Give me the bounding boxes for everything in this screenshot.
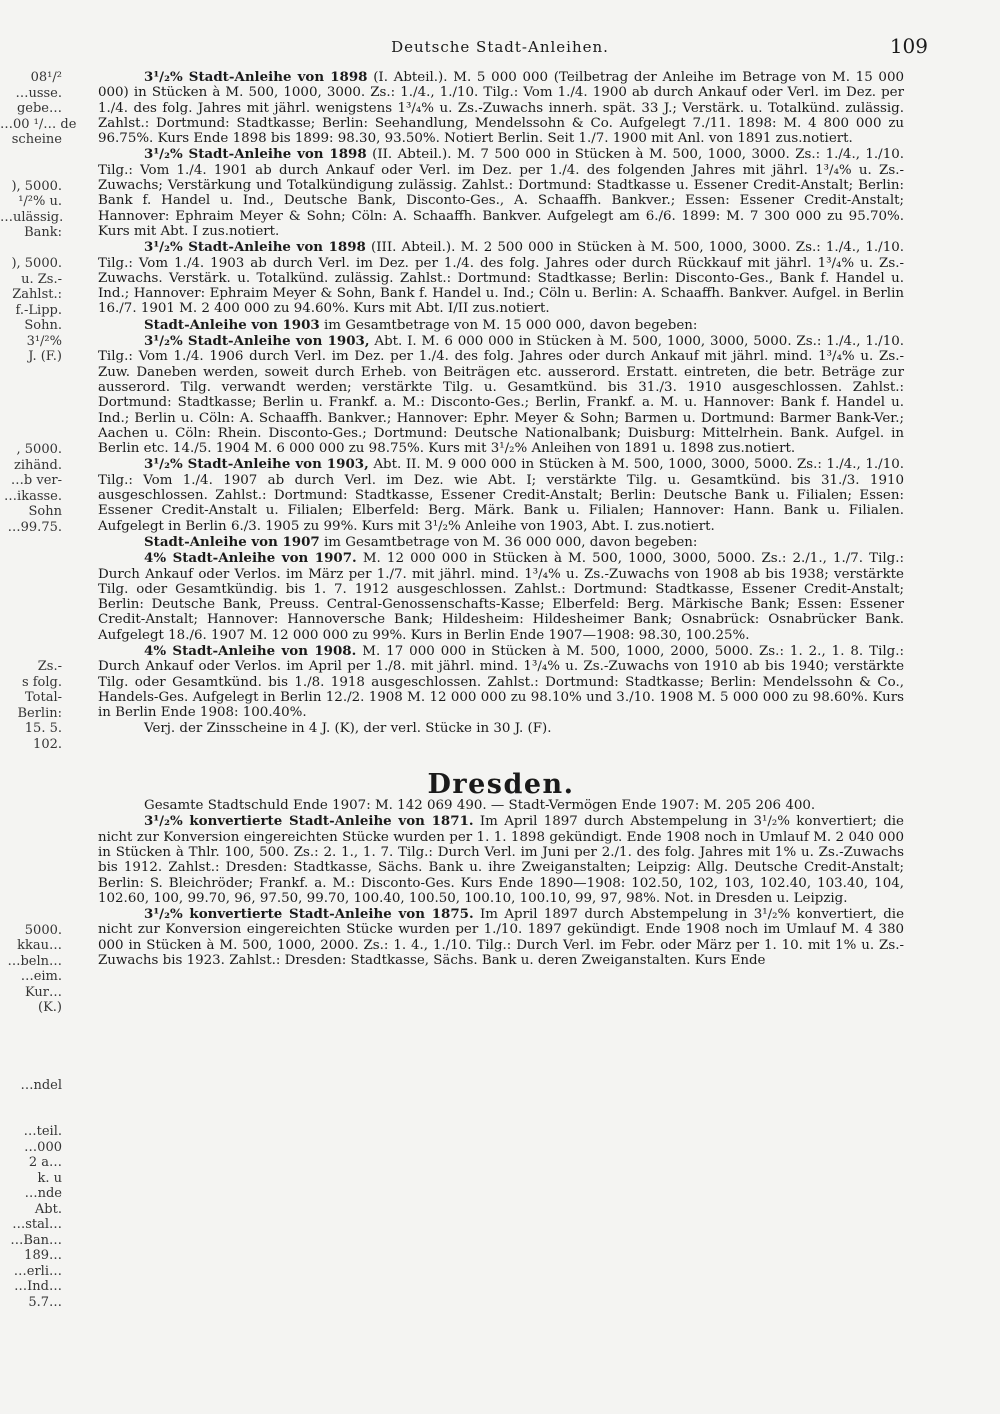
margin-fragment xyxy=(0,1016,62,1032)
margin-fragment: zihänd. xyxy=(14,457,62,473)
margin-fragment xyxy=(0,861,62,877)
margin-fragment: …ulässig. xyxy=(0,209,64,225)
loan-body: M. 12 000 000 in Stücken à M. 500, 1000, 3000, 5000. Zs.: 2./1., 1./7. Tilg.: Durch Ankauf oder Verlos. im März per 1./7. mit jährl. mind. 1³/₄% u. Zs.-Zuwachs von 1908 ab bis 1938; verstärkte Tilg. oder Gesamtkündig. bis 1. 7. 1912 ausgeschlossen. Zahlst.: Dortmund: Stadtkasse, Essener Credit-Anstalt; Berlin: Deutsche Bank, Preuss. Central-Genossenschafts-Kasse; Elberfeld: Berg. Märkische Bank; Essen: Essener Credit-Anstalt; Hannover: Hannoversche Bank; Hildesheim: Hildesheimer Bank; Osnabrück: Osnabrücker Bank. Aufgelegt 18./6. 1907 M. 12 000 000 zu 99%. Kurs in Berlin Ende 1907—1908: 98.30, 100.25%. xyxy=(98,551,904,643)
margin-fragment: , 5000. xyxy=(16,442,62,457)
paragraph xyxy=(98,644,904,720)
margin-fragment: 2 a… xyxy=(28,1155,62,1170)
margin-fragment: …nde xyxy=(24,1186,62,1201)
margin-fragment: …99.75. xyxy=(7,519,62,535)
loan-body: im Gesamtbetrage von M. 36 000 000, davon begeben: xyxy=(319,534,698,550)
margin-fragment xyxy=(0,628,62,644)
paragraph xyxy=(98,70,904,146)
margin-fragment xyxy=(0,551,62,567)
dresden-section xyxy=(98,768,904,969)
margin-fragment: Sohn xyxy=(28,504,62,519)
margin-fragment: 5000. xyxy=(24,922,62,938)
margin-fragment: 189… xyxy=(24,1248,62,1263)
paragraph xyxy=(98,535,904,550)
margin-fragment xyxy=(0,411,62,427)
margin-fragment: s folg. xyxy=(21,674,62,690)
loan-heading: 3¹/₂% Stadt-Anleihe von 1898 xyxy=(144,239,366,256)
paragraph xyxy=(98,551,904,643)
margin-fragment xyxy=(0,830,62,846)
margin-fragment xyxy=(0,752,62,768)
margin-fragment xyxy=(0,799,62,815)
margin-fragment: Kur… xyxy=(24,984,62,1000)
margin-fragment xyxy=(0,396,62,412)
margin-fragment: 15. 5. xyxy=(24,721,62,736)
loan-heading: 4% Stadt-Anleihe von 1908. xyxy=(144,642,357,659)
margin-fragment: ), 5000. xyxy=(11,256,62,271)
margin-fragment: …teil. xyxy=(23,1124,62,1139)
margin-fragment: …eim. xyxy=(20,969,62,984)
margin-fragment xyxy=(0,1062,62,1078)
margin-fragment: …00 ¹/… de xyxy=(0,116,77,132)
margin-fragment: 3¹/²% xyxy=(26,333,62,349)
margin-fragment: (K.) xyxy=(38,1000,62,1015)
loan-body: (III. Abteil.). M. 2 500 000 in Stücken à M. 500, 1000, 3000. Zs.: 1./4., 1./10. Tilg.: Vom 1./4. 1903 ab durch Verl. im Dez. per 1./4. des folg. Jahres oder durch Rückkauf mit jährl. 1³/₄% u. Zs.-Zuwachs. Verstärk. u. Totalkünd. zulässig. Zahlst.: Dortmund: Stadtkasse; Berlin: Disconto-Ges., Bank f. Handel u. Ind.; Hannover: Ephraim Meyer & Sohn, Bank f. Handel u. Ind.; Cöln u. Berlin: A. Schaaffh. Bankver. Aufgel. in Berlin 16./7. 1901 M. 2 400 000 zu 94.60%. Kurs mit Abt. I/II zus.notiert. xyxy=(98,240,904,317)
margin-fragment: k. u xyxy=(37,1170,62,1186)
margin-fragment: …stal… xyxy=(12,1217,62,1232)
left-margin-bleed xyxy=(0,70,77,1390)
margin-fragment xyxy=(0,907,62,923)
margin-fragment: 102. xyxy=(33,736,62,752)
loan-body: Abt. II. M. 9 000 000 in Stücken à M. 500, 1000, 3000, 5000. Zs.: 1./4., 1./10. Tilg.: Vom 1./4. 1907 ab durch Verl. im Dez. wie Abt. I; verstärkte Tilg. u. Gesamtkünd. bis 31./3. 1910 ausgeschlossen. Zahlst.: Dortmund: Stadtkasse, Essener Credit-Anstalt; Berlin: Deutsche Bank u. Filialen; Essen: Essener Credit-Anstalt u. Filialen; Elberfeld: Berg. Märk. Bank u. Filialen; Hannover: Hann. Bank u. Filialen. Aufgelegt in Berlin 6./3. 1905 zu 99%. Kurs mit 3¹/₂% Anleihe von 1903, Abt. I. zus.notiert. xyxy=(98,457,904,534)
margin-fragment: f.-Lipp. xyxy=(15,302,62,318)
margin-fragment: J. (F.) xyxy=(28,349,62,364)
margin-fragment: Zs.- xyxy=(37,659,62,674)
loan-heading: 3¹/₂% Stadt-Anleihe von 1903, xyxy=(144,333,370,350)
loan-heading: 3¹/₂% konvertierte Stadt-Anleihe von 1875. xyxy=(144,906,474,923)
margin-fragment xyxy=(0,783,62,799)
loan-body: im Gesamtbetrage von M. 15 000 000, davon begeben: xyxy=(319,317,698,333)
margin-fragment xyxy=(0,427,62,443)
page-header xyxy=(0,30,1000,66)
margin-fragment: …ikasse. xyxy=(4,488,62,504)
margin-fragment: scheine xyxy=(11,132,62,147)
margin-fragment: gebe… xyxy=(16,101,62,116)
margin-fragment: Total- xyxy=(24,690,62,705)
margin-fragment xyxy=(0,597,62,613)
loan-body: (II. Abteil.). M. 7 500 000 in Stücken à M. 500, 1000, 3000. Zs.: 1./4., 1./10. Tilg.: Vom 1./4. 1901 ab durch Ankauf oder Verl. im Dez. per 1./4. des folgenden Jahres mit jährl. 1³/₄% u. Zs.-Zuwachs; Verstärkung und Totalkündigung zulässig. Zahlst.: Dortmund: Stadtkasse u. Essener Credit-Anstalt; Berlin: Bank f. Handel u. Ind., Deutsche Bank, Disconto-Ges., A. Schaaffh. Bankver.; Essen: Essener Credit-Anstalt; Hannover: Ephraim Meyer & Sohn; Cöln: A. Schaaffh. Bankver. Aufgelegt am 6./6. 1899: M. 7 300 000 zu 95.70%. Kurs mit Abt. I zus.notiert. xyxy=(98,147,904,239)
paragraph xyxy=(98,907,904,968)
margin-fragment: u. Zs.- xyxy=(21,271,62,287)
debt-summary: Gesamte Stadtschuld Ende 1907: M. 142 069 490. — Stadt-Vermögen Ende 1907: M. 205 206 400. xyxy=(144,798,816,814)
margin-fragment: ), 5000. xyxy=(11,178,62,194)
margin-fragment: Zahlst.: xyxy=(12,287,62,302)
paragraph xyxy=(98,814,904,906)
loan-body: (I. Abteil.). M. 5 000 000 (Teilbetrag der Anleihe im Betrage von M. 15 000 000) in Stücken à M. 500, 1000, 3000. Zs.: 1./4., 1./10. Tilg.: Vom 1./4. 1900 ab durch Ankauf oder Verl. im Dez. per 1./4. des folg. Jahres mit jährl. wenigstens 1³/₄% u. Zs.-Zuwachs innerh. spät. 33 J.; Verstärk. u. Totalkünd. zulässig. Zahlst.: Dortmund: Stadtkasse; Berlin: Seehandlung, Mendelssohn & Co. Aufgelegt 7./11. 1898: M. 4 800 000 zu 96.75%. Kurs Ende 1898 bis 1899: 98.30, 93.50%. Notiert Berlin. Seit 1./7. 1900 mit Anl. von 1891 zus.notiert. xyxy=(98,70,904,147)
city-heading: Dresden. xyxy=(427,768,575,800)
margin-fragment: …Ban… xyxy=(10,1232,62,1248)
margin-fragment xyxy=(0,148,62,164)
margin-fragment xyxy=(0,644,62,660)
loan-heading: 3¹/₂% konvertierte Stadt-Anleihe von 1871. xyxy=(144,813,474,830)
loan-heading: 3¹/₂% Stadt-Anleihe von 1898 xyxy=(144,69,368,85)
margin-fragment: ¹/²% u. xyxy=(18,194,62,209)
loan-body: M. 17 000 000 in Stücken à M. 500, 1000, 2000, 5000. Zs.: 1. 2., 1. 8. Tilg.: Durch Ankauf oder Verlos. im April per 1./8. mit jährl. mind. 1³/₄% u. Zs.-Zuwachs von 1910 ab bis 1940; verstärkte Tilg. oder Gesamtkünd. bis 1./8. 1918 ausgeschlossen. Zahlst.: Dortmund: Stadtkasse; Berlin: Mendelssohn & Co., Handels-Ges. Aufgelegt in Berlin 12./2. 1908 M. 12 000 000 zu 98.10% und 3./10. 1908 M. 5 000 000 zu 98.60%. Kurs in Berlin Ende 1908: 100.40%. xyxy=(98,643,904,721)
margin-fragment: …b ver- xyxy=(10,473,62,488)
margin-fragment xyxy=(0,566,62,582)
limitation-note: Verj. der Zinsscheine in 4 J. (K), der verl. Stücke in 30 J. (F). xyxy=(144,721,552,737)
margin-fragment: …erli… xyxy=(13,1263,62,1279)
margin-fragment xyxy=(0,613,62,629)
margin-fragment xyxy=(0,163,62,179)
margin-fragment xyxy=(0,845,62,861)
margin-fragment: …000 xyxy=(24,1139,62,1155)
margin-fragment xyxy=(0,241,62,257)
margin-fragment xyxy=(0,1047,62,1063)
margin-fragment: 5.7… xyxy=(28,1294,62,1310)
loan-heading: 3¹/₂% Stadt-Anleihe von 1898 xyxy=(144,146,367,163)
margin-fragment xyxy=(0,582,62,598)
paragraph xyxy=(98,240,904,316)
paragraph xyxy=(98,457,904,533)
margin-fragment xyxy=(0,365,62,381)
margin-fragment xyxy=(0,814,62,830)
margin-fragment: Abt. xyxy=(34,1201,62,1217)
page-number: 109 xyxy=(889,34,928,58)
margin-fragment xyxy=(0,768,62,784)
margin-fragment xyxy=(0,380,62,396)
paragraph xyxy=(98,147,904,239)
paragraph xyxy=(98,334,904,456)
margin-fragment: Sohn. xyxy=(24,318,62,333)
loan-body: Im April 1897 durch Abstempelung in 3¹/₂% konvertiert; die nicht zur Konversion eingereichten Stücke wurden per 1. 1. 1898 gekündigt. Ende 1908 noch in Umlauf M. 2 040 000 in Stücken à Thlr. 100, 500. Zs.: 2. 1., 1. 7. Tilg.: Durch Verl. im Juni per 2./1. des folg. Jahres mit 1% u. Zs.-Zuwachs bis 1912. Zahlst.: Dresden: Stadtkasse, Sächs. Bank u. ihre Zweiganstalten; Leipzig: Allg. Deutsche Credit-Anstalt; Berlin: S. Bleichröder; Frankf. a. M.: Disconto-Ges. Kurs Ende 1890—1908: 102.50, 102, 103, 102.40, 103.40, 104, 102.60, 100, 99.70, 96, 97.50, 99.70, 100.40, 100.50, 100.10, 100.10, 99, 97, 98%. Not. in Dresden u. Leipzig. xyxy=(98,814,904,906)
main-column xyxy=(98,70,904,969)
margin-fragment xyxy=(0,876,62,892)
margin-fragment xyxy=(0,1109,62,1125)
margin-fragment: kkau… xyxy=(17,938,62,953)
running-head: Deutsche Stadt-Anleihen. xyxy=(391,38,609,56)
margin-fragment: Berlin: xyxy=(17,705,62,721)
margin-fragment: Bank: xyxy=(24,225,62,240)
margin-fragment: …Ind… xyxy=(14,1279,62,1294)
loan-body: Abt. I. M. 6 000 000 in Stücken à M. 500, 1000, 3000, 5000. Zs.: 1./4., 1./10. Tilg.: Vom 1./4. 1906 durch Verl. im Dez. per 1./4. des folg. Jahres oder durch Ankauf mit jährl. mind. 1³/₄% u. Zs.-Zuw. Daneben werden, soweit durch Erheb. von Beiträgen etc. ausserord. Erstatt. eintreten, die betr. Beträge zur ausserord. Tilg. verwandt werden; verstärkte Tilg. u. Gesamtkünd. bis 31./3. 1910 ausgeschlossen. Zahlst.: Dortmund: Stadtkasse; Berlin u. Frankf. a. M.: Disconto-Ges.; Berlin, Frankf. a. M. u. Hannover: Bank f. Handel u. Ind.; Berlin u. Cöln: A. Schaaffh. Bankver.; Hannover: Ephr. Meyer & Sohn; Barmen u. Dortmund: Barmer Bank-Ver.; Aachen u. Cöln: Rhein. Disconto-Ges.; Dortmund: Deutsche Nationalbank; Duisburg: Mittelrhein. Bank. Aufgel. in Berlin etc. 14./5. 1904 M. 6 000 000 zu 98.75%. Kurs mit 3¹/₂% Anleihen von 1891 u. 1898 zus.notiert. xyxy=(98,334,904,457)
loan-body: Im April 1897 durch Abstempelung in 3¹/₂% konvertiert, die nicht zur Konversion eingereichten Stücke wurden per 1./10. 1897 gekündigt. Ende 1908 noch im Umlauf M. 4 380 000 in Stücken à M. 500, 1000, 2000. Zs.: 1. 4., 1./10. Tilg.: Durch Verl. im Febr. oder März per 1. 10. mit 1% u. Zs.-Zuwachs bis 1923. Zahlst.: Dresden: Stadtkasse, Sächs. Bank u. deren Zweiganstalten. Kurs Ende xyxy=(98,907,904,969)
margin-fragment: …ndel xyxy=(20,1077,62,1093)
loan-heading: Stadt-Anleihe von 1907 xyxy=(144,533,320,550)
loan-heading: 3¹/₂% Stadt-Anleihe von 1903, xyxy=(144,456,369,473)
loan-heading: Stadt-Anleihe von 1903 xyxy=(144,316,320,333)
margin-fragment: …usse. xyxy=(15,85,62,101)
margin-fragment xyxy=(0,1093,62,1109)
margin-fragment: …beln… xyxy=(7,953,62,969)
margin-fragment: 08¹/² xyxy=(30,70,62,85)
paragraph xyxy=(98,318,904,333)
margin-fragment xyxy=(0,535,62,551)
loan-heading: 4% Stadt-Anleihe von 1907. xyxy=(144,550,357,567)
margin-fragment xyxy=(0,1031,62,1047)
margin-fragment xyxy=(0,892,62,908)
